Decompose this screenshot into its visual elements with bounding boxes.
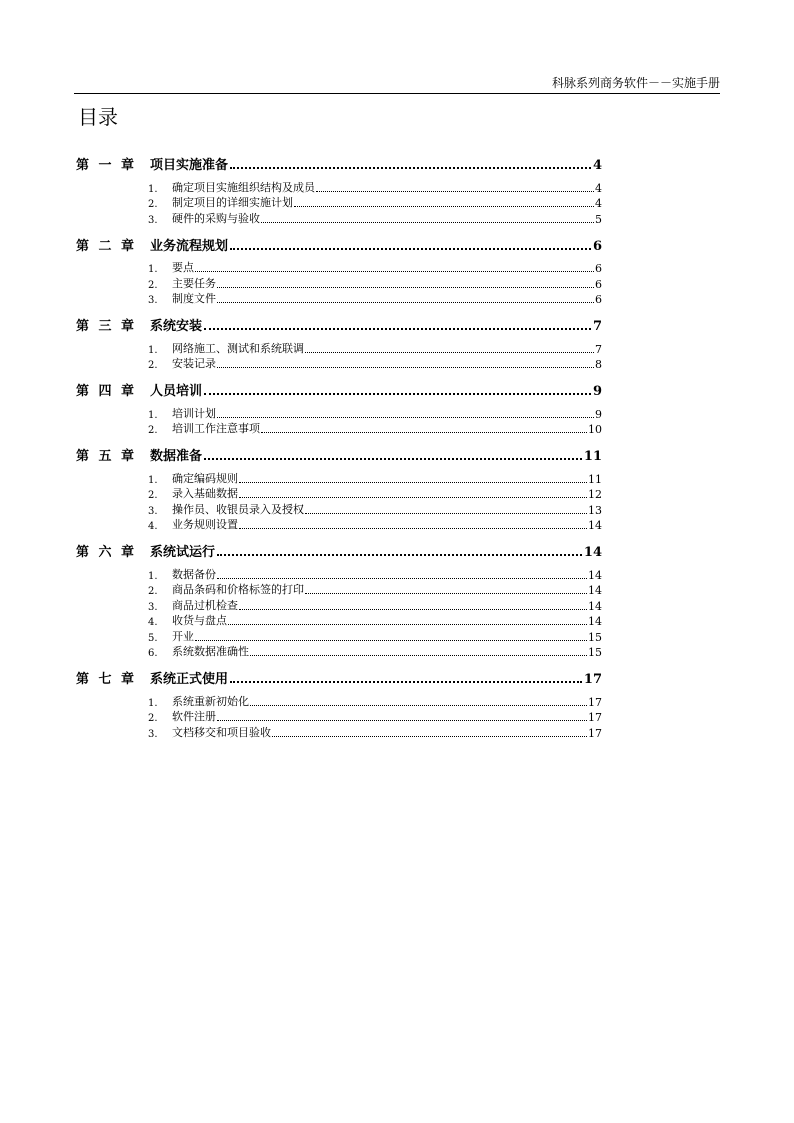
section-title: 软件注册 [172,710,216,723]
section-page-number: 11 [588,472,602,486]
section-number: 1. [148,183,158,195]
section-page-number: 5 [595,212,602,226]
section-number: 2. [148,713,158,724]
chapter-sections [76,340,602,371]
dot-leader [195,639,587,641]
chapter-number-part: 第 [76,449,90,464]
section-number: 6. [148,648,158,659]
dot-leader [250,654,587,656]
chapter-number-part: 章 [120,319,134,334]
section-page-number: 14 [588,519,602,532]
dot-leader [261,431,587,433]
dot-leader [217,719,587,721]
toc-chapter-entry[interactable] [76,540,602,560]
dot-leader [239,481,587,483]
chapter-number [76,315,150,334]
section-title: 系统数据准确性 [172,645,249,658]
dot-leader [239,496,587,498]
section-page-number: 15 [588,646,602,659]
toc-section-entry[interactable] [76,291,602,307]
section-page-number: 6 [595,293,602,306]
section-title: 商品条码和价格标签的打印 [172,583,304,596]
toc-chapter-entry[interactable] [76,444,602,464]
chapter-title: 系统安装 [150,319,203,334]
section-number: 2. [148,425,158,436]
dot-leader [217,301,594,303]
section-number: 1. [148,409,158,421]
section-title: 开业 [172,629,194,643]
chapter-sections [76,260,602,307]
section-title: 收货与盘点 [172,614,227,627]
section-number: 4. [148,521,158,532]
toc-section-entry[interactable] [76,597,602,613]
toc-section-entry[interactable] [76,210,602,226]
toc-section-entry[interactable] [76,470,602,486]
section-title: 培训计划 [172,406,216,420]
section-page-number: 4 [595,181,602,195]
section-title: 制度文件 [172,292,216,305]
section-title: 安装记录 [172,357,216,370]
chapter-title: 系统正式使用 [150,672,229,687]
section-title: 数据备份 [172,567,216,581]
toc-section-entry[interactable] [76,693,602,709]
section-title: 系统重新初始化 [172,694,249,708]
chapter-number-part: 一 [98,158,112,173]
section-number: 3. [148,295,158,306]
section-number: 1. [148,474,158,486]
section-page-number: 15 [588,630,602,644]
section-number: 2. [148,490,158,501]
section-page-number: 12 [588,488,602,501]
section-page-number: 14 [588,615,602,628]
dot-leader [305,512,587,514]
chapter-number [76,154,150,173]
page-header [74,74,720,94]
toc-section-entry[interactable] [76,709,602,725]
chapter-sections [76,693,602,740]
chapter-number [76,541,150,560]
dot-leader [230,680,582,683]
dot-leader [294,205,594,207]
section-number: 2. [148,360,158,371]
section-page-number: 13 [588,503,602,517]
section-number: 5. [148,632,158,644]
chapter-title: 系统试运行 [150,545,216,560]
chapter-number-part: 二 [98,238,112,254]
toc-chapter-entry[interactable] [76,379,602,399]
dot-leader [250,704,587,706]
chapter-page-number: 14 [583,545,602,560]
chapter-number-part: 六 [98,545,112,560]
chapter-number-part: 五 [98,449,112,464]
section-page-number: 14 [588,599,602,613]
toc-section-entry[interactable] [76,501,602,517]
section-title: 业务规则设置 [172,518,238,531]
table-of-contents [76,153,602,742]
toc-chapter-entry[interactable] [76,234,602,254]
toc-title: 目录 [78,105,118,129]
dot-leader [204,327,591,330]
toc-section-entry[interactable] [76,628,602,644]
section-number: 2. [148,199,158,210]
section-title: 确定编码规则 [172,471,238,485]
dot-leader [230,166,591,169]
section-page-number: 7 [595,342,602,356]
chapter-sections [76,179,602,226]
dot-leader [228,623,587,625]
chapter-number-part: 七 [98,672,112,687]
section-number: 3. [148,214,158,226]
dot-leader [217,553,582,556]
section-title: 网络施工、测试和系统联调 [172,341,304,355]
dot-leader [305,351,594,353]
section-number: 2. [148,586,158,597]
chapter-number-part: 章 [120,449,134,464]
section-page-number: 8 [595,358,602,371]
chapter-sections [76,405,602,436]
chapter-number-part: 四 [98,384,112,399]
dot-leader [316,190,594,192]
chapter-number-part: 章 [120,672,134,687]
dot-leader [217,577,587,579]
chapter-number [76,445,150,464]
section-number: 1. [148,570,158,582]
toc-chapter-entry[interactable] [76,314,602,334]
chapter-page-number: 17 [583,672,602,687]
section-number: 3. [148,505,158,517]
section-page-number: 14 [588,568,602,582]
dot-leader [305,592,587,594]
section-number: 2. [148,279,158,291]
toc-section-entry[interactable] [76,582,602,598]
toc-section-entry[interactable] [76,260,602,276]
section-title: 录入基础数据 [172,487,238,500]
section-title: 主要任务 [172,276,216,290]
section-number: 1. [148,697,158,709]
section-page-number: 14 [588,584,602,597]
dot-leader [204,457,582,460]
chapter-number-part: 第 [76,319,90,334]
section-number: 1. [148,344,158,356]
chapter-page-number: 11 [583,449,602,464]
chapter-title: 数据准备 [150,449,203,464]
dot-leader [239,527,587,529]
toc-section-entry[interactable] [76,486,602,502]
toc-section-entry[interactable] [76,613,602,629]
section-title: 操作员、收银员录入及授权 [172,502,304,516]
chapter-number-part: 三 [98,319,112,334]
toc-section-entry[interactable] [76,421,602,437]
chapter-number [76,380,150,399]
chapter-number-part: 第 [76,545,90,560]
chapter-number [76,668,150,687]
section-page-number: 4 [595,197,602,210]
toc-section-entry[interactable] [76,179,602,195]
toc-section-entry[interactable] [76,405,602,421]
chapter-number-part: 第 [76,672,90,687]
toc-section-entry[interactable] [76,517,602,533]
section-page-number: 6 [595,277,602,291]
dot-leader [195,270,594,272]
dot-leader [272,735,587,737]
chapter-title: 项目实施准备 [150,158,229,173]
chapter-sections [76,470,602,532]
section-number: 3. [148,728,158,740]
section-page-number: 10 [588,423,602,436]
section-title: 商品过机检查 [172,598,238,612]
dot-leader [217,366,594,368]
toc-chapter-entry[interactable] [76,667,602,687]
section-number: 1. [148,264,158,275]
section-page-number: 17 [588,695,602,709]
section-title: 硬件的采购与验收 [172,211,260,225]
section-page-number: 17 [588,711,602,724]
chapter-number [76,235,150,254]
section-title: 培训工作注意事项 [172,422,260,435]
chapter-page-number: 9 [592,384,602,399]
toc-section-entry[interactable] [76,566,602,582]
section-page-number: 9 [595,407,602,421]
chapter-title: 人员培训 [150,384,203,399]
chapter-page-number: 6 [592,238,602,254]
section-number: 3. [148,601,158,613]
toc-section-entry[interactable] [76,275,602,291]
section-page-number: 17 [588,726,602,740]
chapter-page-number: 7 [592,319,602,334]
chapter-title: 业务流程规划 [150,238,229,254]
chapter-number-part: 章 [120,158,134,173]
chapter-number-part: 章 [120,238,134,254]
chapter-number-part: 章 [120,545,134,560]
dot-leader [239,608,587,610]
toc-section-entry[interactable] [76,195,602,211]
chapter-number-part: 章 [120,384,134,399]
toc-chapter-entry[interactable] [76,153,602,173]
section-title: 文档移交和项目验收 [172,725,271,739]
dot-leader [230,247,591,250]
toc-section-entry[interactable] [76,644,602,660]
chapter-sections [76,566,602,659]
chapter-number-part: 第 [76,238,90,254]
chapter-page-number: 4 [592,158,602,173]
dot-leader [217,416,594,418]
section-title: 确定项目实施组织结构及成员 [172,180,315,194]
dot-leader [217,286,594,288]
section-title: 要点 [172,261,194,274]
toc-section-entry[interactable] [76,340,602,356]
toc-section-entry[interactable] [76,356,602,372]
header-title: 科脉系列商务软件－－实施手册 [551,76,720,90]
chapter-number-part: 第 [76,384,90,399]
section-title: 制定项目的详细实施计划 [172,196,293,209]
section-number: 4. [148,617,158,628]
chapter-number-part: 第 [76,158,90,173]
section-page-number: 6 [595,262,602,275]
toc-section-entry[interactable] [76,724,602,740]
dot-leader [204,392,591,395]
dot-leader [261,221,594,223]
